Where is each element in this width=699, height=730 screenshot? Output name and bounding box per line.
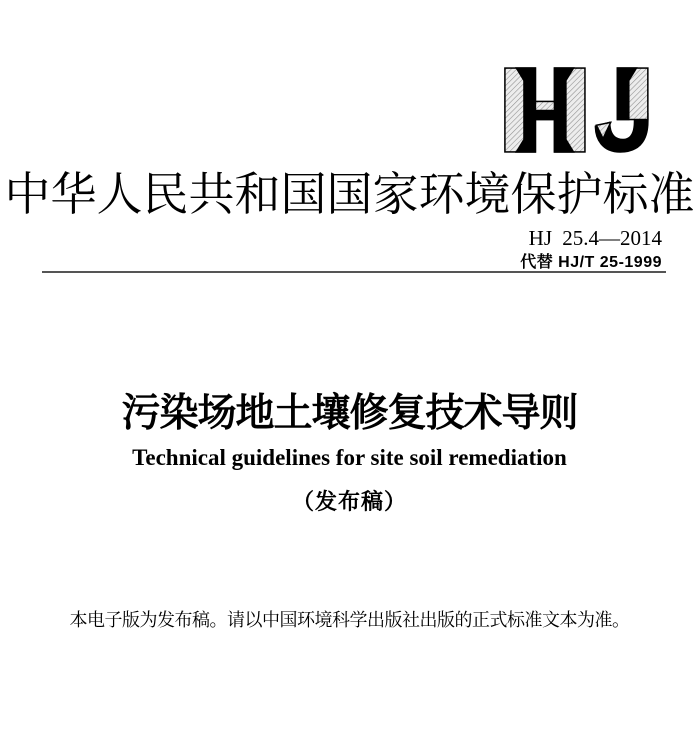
supersedes-label: 代替 HJ/T 25-1999	[520, 254, 662, 271]
document-title-zh: 污染场地土壤修复技术导则	[121, 392, 578, 435]
header-rule	[42, 271, 666, 273]
document-title-en: Technical guidelines for site soil remediation	[132, 445, 567, 470]
standard-number: HJ 25.4—2014	[528, 226, 662, 250]
draft-stage-label: （发布稿）	[291, 489, 407, 514]
standard-header-title: 中华人民共和国国家环境保护标准	[4, 169, 695, 220]
hj-logo-icon	[503, 66, 665, 154]
footer-note: 本电子版为发布稿。请以中国环境科学出版社出版的正式标准文本为准。	[69, 610, 630, 630]
hj-logo	[503, 66, 665, 154]
